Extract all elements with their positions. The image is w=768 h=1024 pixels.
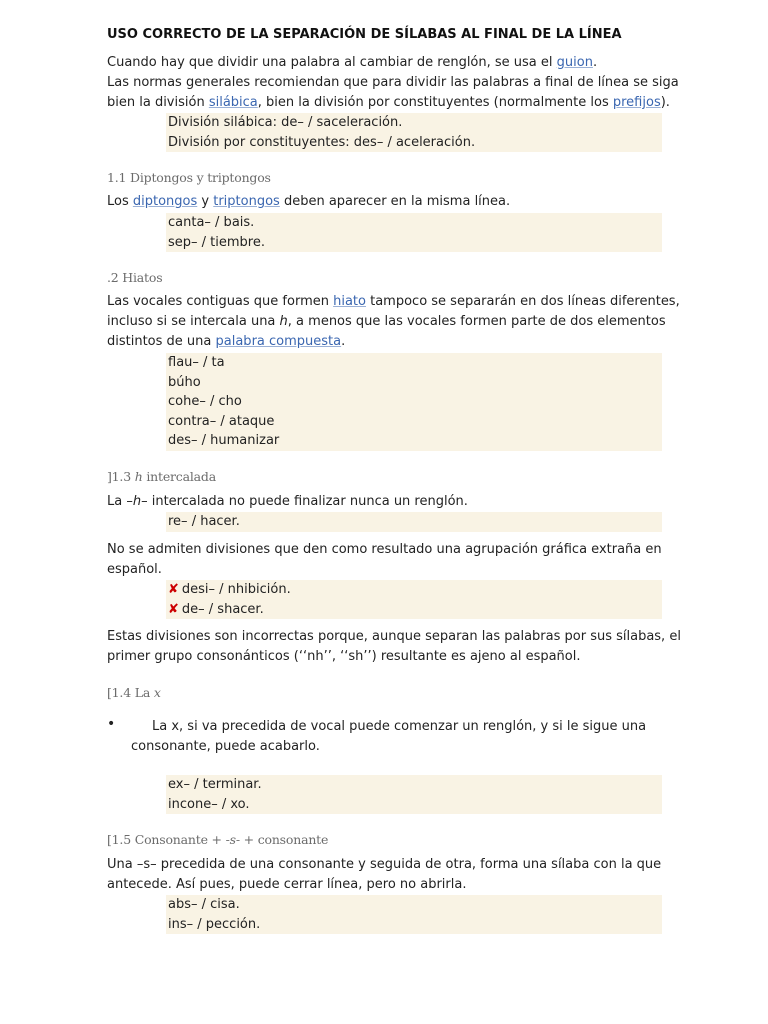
- s2-line-1: [107, 292, 680, 312]
- heading-text: ]1.3: [107, 469, 135, 484]
- cross-icon: ✘: [168, 582, 179, 597]
- heading-text: + consonante: [239, 832, 329, 847]
- heading-hiatos: .2 Hiatos: [107, 270, 163, 285]
- s2-italic-h: h: [279, 314, 288, 329]
- s3-italic-h: h: [132, 494, 142, 509]
- heading-la-x: [107, 683, 161, 703]
- heading-text: [1.5 Consonante +: [107, 832, 226, 847]
- example-box-intro: [166, 113, 662, 152]
- heading-diptongos: 1.1 Diptongos y triptongos: [107, 170, 271, 185]
- intro-text: , bien la división por constituyentes (normalmente los: [257, 95, 613, 110]
- s3-text: La –: [107, 494, 133, 509]
- heading-h-intercalada: [107, 467, 216, 487]
- s3-paragraph-3-line-2: primer grupo consonánticos (‘‘nh’’, ‘‘sh’’) resultante es ajeno al español.: [107, 649, 581, 664]
- incorrect-example-line: [168, 600, 662, 620]
- link-prefijos[interactable]: prefijos: [612, 95, 661, 110]
- s3-paragraph-2-line-2: español.: [107, 562, 162, 577]
- intro-line-2: Las normas generales recomiendan que para dividir las palabras a final de línea se siga: [107, 75, 679, 90]
- example-text: de– / shacer.: [181, 601, 264, 617]
- s3-text: – intercalada no puede finalizar nunca un renglón.: [141, 494, 468, 509]
- s2-text: incluso si se intercala una: [107, 314, 280, 329]
- s1-text: Los: [107, 194, 133, 209]
- example-line: re– / hacer.: [168, 514, 240, 529]
- link-diptongos[interactable]: diptongos: [132, 194, 198, 209]
- intro-text: bien la división: [107, 95, 209, 110]
- s4-line-2: consonante, puede acabarlo.: [131, 739, 320, 754]
- s2-text: Las vocales contiguas que formen: [107, 294, 334, 309]
- example-box-incorrect: [166, 580, 662, 619]
- heading-text: intercalada: [142, 469, 216, 484]
- example-line: ex– / terminar.: [168, 777, 262, 792]
- s2-line-3: [107, 332, 345, 352]
- example-box-hiatos: [166, 353, 662, 451]
- heading-text: [1.4 La: [107, 685, 154, 700]
- example-line: des– / humanizar: [168, 433, 280, 448]
- incorrect-example-line: [168, 580, 662, 600]
- link-guion[interactable]: guion: [556, 55, 593, 70]
- heading-italic: -s-: [225, 832, 240, 847]
- s1-paragraph: [107, 192, 510, 212]
- link-palabra-compuesta[interactable]: palabra compuesta: [215, 334, 342, 349]
- s2-line-2: [107, 312, 666, 332]
- example-line: búho: [168, 374, 201, 390]
- example-line: incone– / xo.: [168, 796, 250, 812]
- link-silabica[interactable]: silábica: [208, 95, 258, 110]
- example-box-x: [166, 775, 662, 814]
- example-line: sep– / tiembre.: [168, 234, 265, 250]
- heading-consonante-s: [107, 830, 328, 850]
- s2-text: , a menos que las vocales formen parte de dos elementos: [287, 314, 666, 329]
- s1-text: deben aparecer en la misma línea.: [279, 194, 511, 209]
- s5-line-1: Una –s– precedida de una consonante y seguida de otra, forma una sílaba con la que: [107, 857, 662, 872]
- s3-paragraph-3-line-1: Estas divisiones son incorrectas porque, aunque separan las palabras por sus sílabas, el: [107, 629, 681, 644]
- s4-line-1: La x, si va precedida de vocal puede comenzar un renglón, y si le sigue una: [152, 719, 647, 734]
- s3-paragraph-1: [107, 492, 468, 512]
- intro-text: .: [592, 55, 598, 70]
- bullet-icon: •: [107, 716, 116, 732]
- s3-paragraph-2-line-1: No se admiten divisiones que den como resultado una agrupación gráfica extraña en: [107, 542, 662, 557]
- example-line: División silábica: de– / saceleración.: [168, 115, 403, 130]
- example-line: abs– / cisa.: [168, 897, 240, 912]
- intro-text: ).: [660, 95, 670, 110]
- cross-icon: ✘: [168, 601, 179, 617]
- example-box-diptongos: [166, 213, 662, 252]
- heading-italic: h: [134, 469, 143, 484]
- example-box-consonante: [166, 895, 662, 934]
- heading-italic: x: [153, 685, 161, 700]
- example-line: canta– / bais.: [168, 215, 255, 230]
- example-line: contra– / ataque: [168, 413, 275, 429]
- example-box-h: [166, 512, 662, 532]
- link-triptongos[interactable]: triptongos: [213, 194, 280, 209]
- s2-text: tampoco se separarán en dos líneas diferentes,: [365, 294, 680, 309]
- intro-text: Cuando hay que dividir una palabra al cambiar de renglón, se usa el: [107, 55, 557, 70]
- page-title: USO CORRECTO DE LA SEPARACIÓN DE SÍLABAS AL FINAL DE LA LÍNEA: [107, 27, 622, 42]
- s2-text: distintos de una: [107, 334, 216, 349]
- example-line: División por constituyentes: des– / aceleración.: [168, 134, 476, 150]
- s1-text: y: [197, 194, 214, 209]
- example-line: flau– / ta: [168, 355, 225, 370]
- s5-line-2: antecede. Así pues, puede cerrar línea, pero no abrirla.: [107, 877, 467, 892]
- intro-line-1: [107, 53, 597, 73]
- example-line: ins– / pección.: [168, 916, 261, 932]
- intro-line-3: [107, 93, 670, 113]
- link-hiato[interactable]: hiato: [333, 294, 366, 309]
- example-text: desi– / nhibición.: [181, 582, 291, 597]
- example-line: cohe– / cho: [168, 394, 242, 409]
- s2-text: .: [341, 334, 346, 349]
